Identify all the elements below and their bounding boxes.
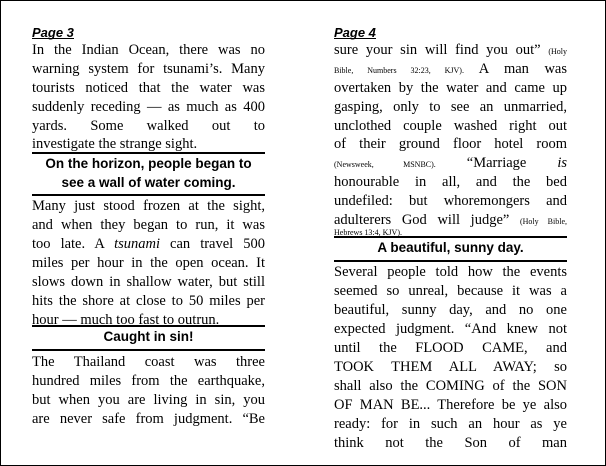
page-4-label: Page 4 [334, 25, 376, 40]
body-line: until the FLOOD CAME, and [334, 340, 567, 356]
body-line: Several people told how the events [334, 264, 567, 280]
body-line: Bible, Numbers 32:23, KJV). A man was [334, 61, 568, 77]
source-reference: (Newsweek, MSNBC). [334, 160, 436, 169]
body-line: slows down in shallow water, but still [32, 274, 265, 290]
body-line: adulterers God will judge” (Holy Bible, [334, 212, 567, 228]
body-line: OF MAN BE... Therefore be ye also [334, 397, 567, 413]
scripture-reference: Hebrews 13:4, KJV). [334, 228, 402, 237]
body-line: sure your sin will find you out” (Holy [334, 42, 567, 58]
body-line: Many just stood frozen at the sight, [32, 198, 265, 214]
body-line: yards. Some walked out to [32, 118, 265, 134]
headline-sunny-day: A beautiful, sunny day. [334, 236, 567, 262]
body-line: hits the shore at close to 50 miles per [32, 293, 265, 309]
body-line: investigate the strange sight. [32, 136, 198, 152]
tsunami-italic: tsunami [114, 236, 160, 252]
body-line: expected judgment. “And knew not [334, 321, 567, 337]
body-line: of their ground floor hotel room [334, 136, 567, 152]
body-line: seemed so unreal, because it was a [334, 283, 567, 299]
scripture-reference: (Holy [548, 47, 567, 56]
body-line: are never safe from judgment. “Be [32, 411, 265, 427]
body-line: but when you are living in sin, you [32, 392, 265, 408]
body-line: The Thailand coast was three [32, 354, 265, 370]
headline-horizon [32, 152, 265, 196]
body-line: overtaken by the water and came up [334, 80, 567, 96]
body-line: miles per hour in the open ocean. It [32, 255, 265, 271]
scripture-reference: (Holy Bible, [519, 217, 567, 226]
headline-line: On the horizon, people began to [45, 156, 252, 171]
body-line: warning system for tsunami’s. Many [32, 61, 265, 77]
body-line: shall also the COMING of the SON [334, 378, 567, 394]
body-line: (Newsweek, MSNBC). “Marriage is [334, 155, 568, 171]
body-line: hour — much too fast to outrun. [32, 312, 220, 328]
headline-caught-in-sin: Caught in sin! [32, 325, 265, 351]
body-line: unclothed couple washed right out [334, 118, 567, 134]
body-line: think not the Son of man [334, 435, 567, 451]
headline-line: see a wall of water coming. [61, 175, 236, 190]
page-3-label: Page 3 [32, 25, 74, 40]
body-line: gasping, only to see an unmarried, [334, 99, 567, 115]
body-line: In the Indian Ocean, there was no [32, 42, 265, 58]
body-line: suddenly receding — as much as 400 [32, 99, 265, 115]
body-line: TOOK THEM ALL AWAY; so [334, 359, 567, 375]
body-line: hundred miles from the earthquake, [32, 373, 265, 389]
body-line: tourists noticed that the water was [32, 80, 265, 96]
body-line: undefiled: but whoremongers and [334, 193, 567, 209]
body-line: ready: for in such an hour as ye [334, 416, 567, 432]
scripture-reference: Bible, Numbers 32:23, KJV). [334, 66, 464, 75]
body-line: honourable in all, and the bed [334, 174, 567, 190]
body-line: too late. A tsunami can travel 500 [32, 236, 265, 252]
body-line: and when they began to run, it was [32, 217, 265, 233]
body-line: beautiful, sunny day, and no one [334, 302, 567, 318]
